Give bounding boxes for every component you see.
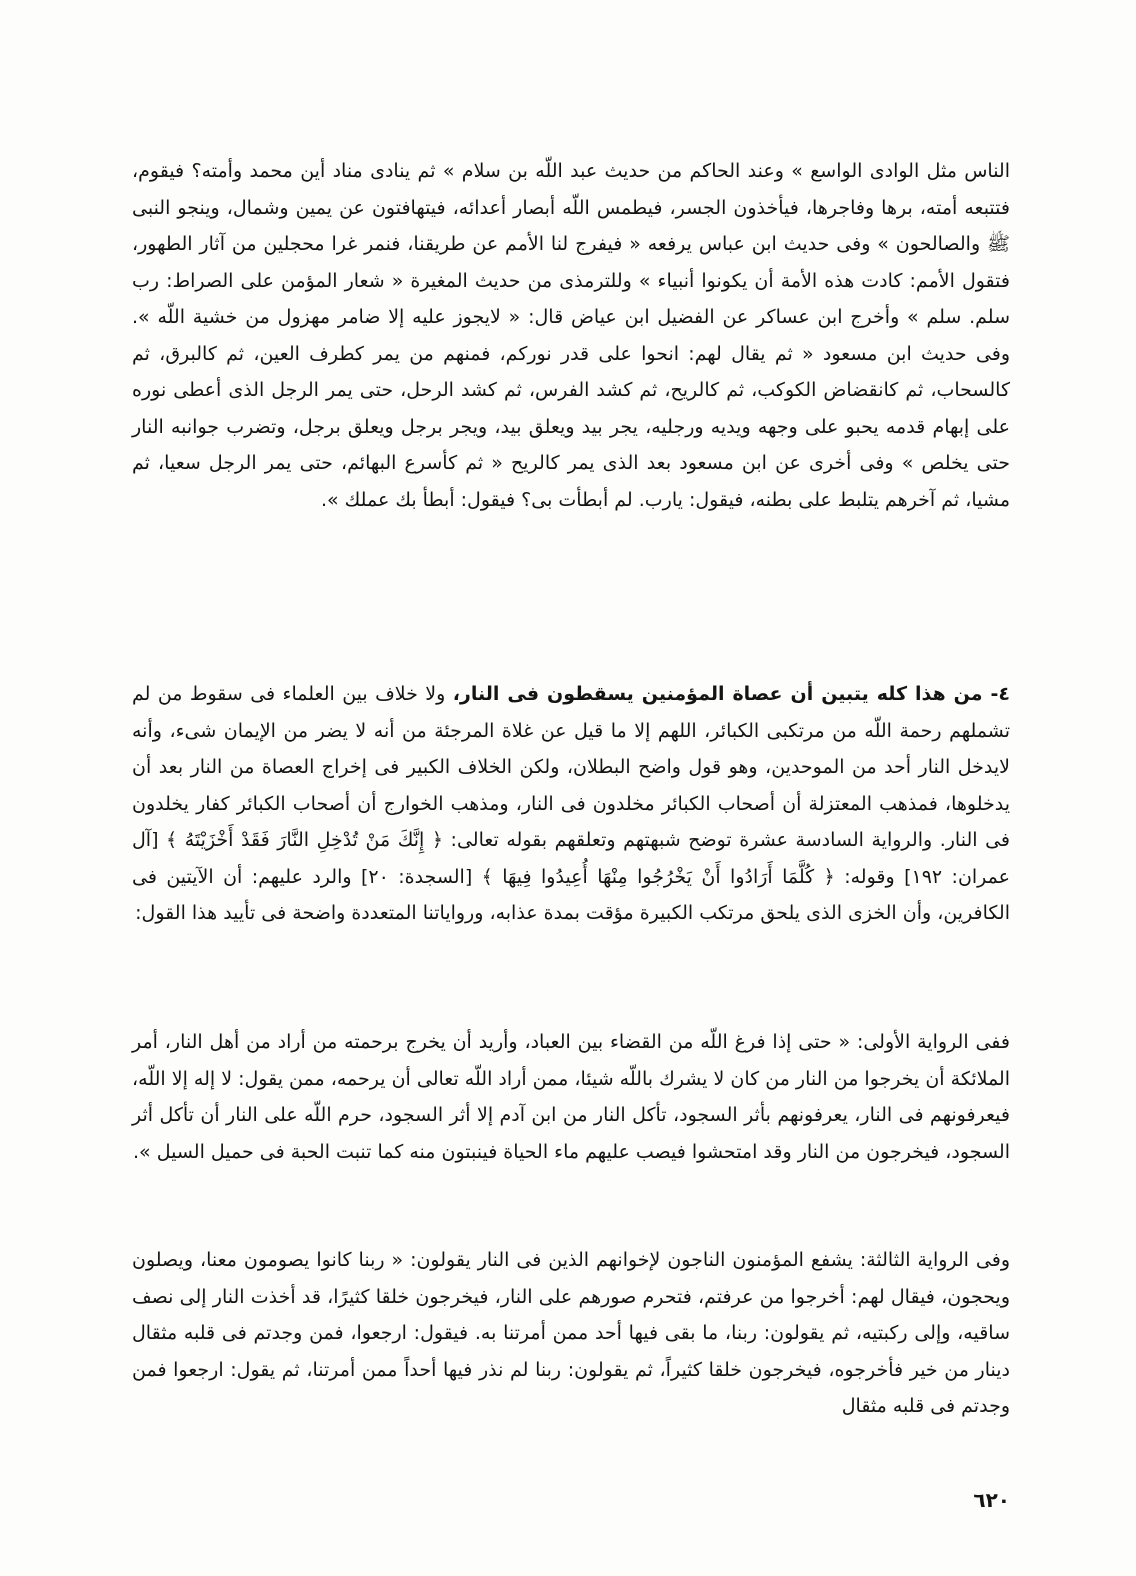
paragraph-3: ففى الرواية الأولى: « حتى إذا فرغ اللّه من القضاء بين العباد، وأريد أن يخرج برحمته من أراد من أهل النار، أمر الملائكة أن يخرجوا من النار من كان لا يشرك باللّه شيئا، ممن أراد اللّه تعالى أن يرحمه، ممن يقول: لا إله إلا اللّه، فيعرفونهم فى النار، يعرفونهم بأثر السجود، تأكل النار من ابن آدم إلا أثر السجود، حرم اللّه على النار أن تأكل أثر السجود، فيخرجون من النار وقد امتحشوا فيصب عليهم ماء الحياة فينبتون منه كما تنبت الحبة فى حميل السيل ». xyxy=(132,1031,1010,1163)
body-text-block xyxy=(132,676,1010,932)
paragraph-2 xyxy=(132,676,1010,932)
body-text-block xyxy=(132,1024,1010,1170)
body-text-block xyxy=(132,153,1010,518)
page-number: ٦٢٠ xyxy=(973,1488,1010,1512)
paragraph-4: وفى الرواية الثالثة: يشفع المؤمنون الناجون لإخوانهم الذين فى النار يقولون: « ربنا كانوا يصومون معنا، ويصلون ويحجون، فيقال لهم: أخرجوا من عرفتم، فتحرم صورهم على النار، فيخرجون خلقا كثيرًا، قد أخذت النار إلى نصف ساقيه، وإلى ركبتيه، ثم يقولون: ربنا، ما بقى فيها أحد ممن أمرتنا به. فيقول: ارجعوا، فمن وجدتم فى قلبه مثقال دينار من خير فأخرجوه، فيخرجون خلقا كثيراً، ثم يقولون: ربنا لم نذر فيها أحداً ممن أمرتنا، ثم يقول: ارجعوا فمن وجدتم فى قلبه مثقال xyxy=(132,1249,1010,1417)
paragraph-1: الناس مثل الوادى الواسع » وعند الحاكم من حديث عبد اللّه بن سلام » ثم ينادى مناد أين محمد وأمته؟ فيقوم، فتتبعه أمته، برها وفاجرها، فيأخذون الجسر، فيطمس اللّه أبصار أعدائه، فيتهافتون عن يمين وشمال، وينجو النبى ﷺ والصالحون » وفى حديث ابن عباس يرفعه « فيفرج لنا الأمم عن طريقنا، فنمر غرا محجلين من آثار الطهور، فتقول الأمم: كادت هذه الأمة أن يكونوا أنبياء » وللترمذى من حديث المغيرة « شعار المؤمن على الصراط: رب سلم. سلم » وأخرج ابن عساكر عن الفضيل ابن عياض قال: « لايجوز عليه إلا ضامر مهزول من خشية اللّه ». وفى حديث ابن مسعود « ثم يقال لهم: انحوا على قدر نوركم، فمنهم من يمر كطرف العين، ثم كالبرق، ثم كالسحاب، ثم كانقضاض الكوكب، ثم كالريح، ثم كشد الفرس، ثم كشد الرحل، حتى يمر الرجل الذى أعطى نوره على إبهام قدمه يحبو على وجهه ويديه ورجليه، يجر بيد ويعلق بيد، ويجر برجل ويعلق برجل، وتضرب جوانبه النار حتى يخلص » وفى أخرى عن ابن مسعود بعد الذى يمر كالريح « ثم كأسرع البهائم، حتى يمر الرجل سعيا، ثم مشيا، ثم آخرهم يتلبط على بطنه، فيقول: يارب. لم أبطأت بى؟ فيقول: أبطأ بك عملك ». xyxy=(132,160,1010,511)
paragraph-2-heading: ٤- من هذا كله يتبين أن عصاة المؤمنين يسقطون فى النار، xyxy=(452,683,1010,705)
body-text-block xyxy=(132,1242,1010,1425)
paragraph-2-body: ولا خلاف بين العلماء فى سقوط من لم تشملهم رحمة اللّه من مرتكبى الكبائر، اللهم إلا ما قيل عن غلاة المرجئة من أنه لا يضر من الإيمان شىء، وأنه لايدخل النار أحد من الموحدين، وهو قول واضح البطلان، ولكن الخلاف الكبير فى إخراج العصاة من النار بعد أن يدخلوها، فمذهب المعتزلة أن أصحاب الكبائر مخلدون فى النار، ومذهب الخوارج أن أصحاب الكبائر كفار يخلدون فى النار. والرواية السادسة عشرة توضح شبهتهم وتعلقهم بقوله تعالى: ﴿ إِنَّكَ مَنْ تُدْخِلِ النَّارَ فَقَدْ أَخْزَيْتَهُ ﴾ [آل عمران: ١٩٢] وقوله: ﴿ كُلَّمَا أَرَادُوا أَنْ يَخْرُجُوا مِنْهَا أُعِيدُوا فِيهَا ﴾ [السجدة: ٢٠] والرد عليهم: أن الآيتين فى الكافرين، وأن الخزى الذى يلحق مرتكب الكبيرة مؤقت بمدة عذابه، ورواياتنا المتعددة واضحة فى تأييد هذا القول: xyxy=(132,683,1010,924)
